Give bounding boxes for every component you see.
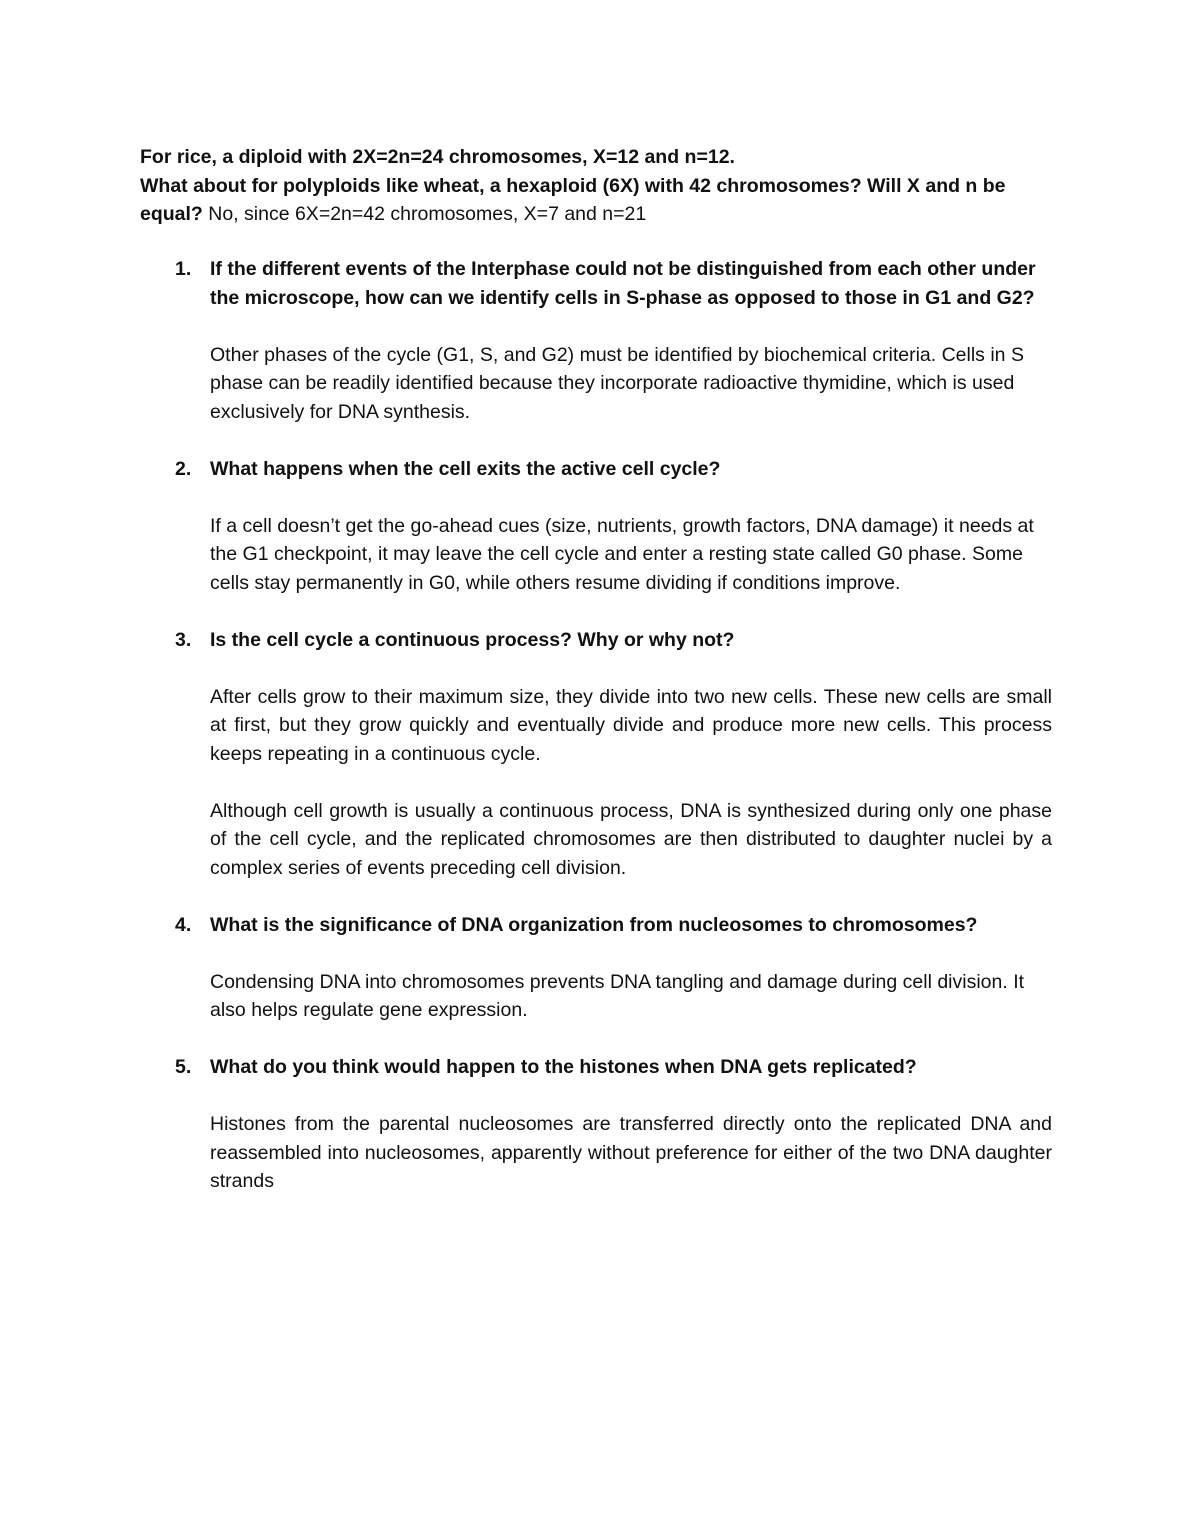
question-item [140,455,1052,598]
question-list [140,255,1052,1224]
answer-paragraph: Other phases of the cycle (G1, S, and G2) must be identified by biochemical criteria. Cells in S phase can be readily identified because they incorporate radioactive thymidine, which is used exclusively for DNA synthesis. [210,343,1024,423]
answer-paragraph: If a cell doesn’t get the go-ahead cues (size, nutrients, growth factors, DNA damage) it needs at the G1 checkpoint, it may leave the cell cycle and enter a resting state called G0 phase. Some cells stay permanently in G0, while others resume dividing if conditions improve. [210,514,1034,594]
question-number: 5. [175,1056,192,1078]
intro-answer: No, since 6X=2n=42 chromosomes, X=7 and n=21 [202,203,647,225]
question-text: What is the significance of DNA organization from nucleosomes to chromosomes? [210,913,978,936]
question-number: 3. [175,628,192,651]
answer-paragraph: Condensing DNA into chromosomes prevents DNA tangling and damage during cell division. It also helps regulate gene expression. [210,970,1025,1021]
intro-line-1: For rice, a diploid with 2X=2n=24 chromosomes, X=12 and n=12. [140,146,735,168]
question-item [140,1053,1052,1196]
intro-section [140,143,1052,229]
answer-paragraph: Although cell growth is usually a continuous process, DNA is synthesized during only one phase of the cell cycle, and the replicated chromosomes are then distributed to daughter nuclei by a complex series of events preceding cell division. [210,799,1052,879]
question-text: What do you think would happen to the histones when DNA gets replicated? [210,1056,917,1078]
question-text: What happens when the cell exits the active cell cycle? [210,457,721,480]
answer-paragraph: After cells grow to their maximum size, they divide into two new cells. These new cells are small at first, but they grow quickly and eventually divide and produce more new cells. This process keeps repeating in a continuous cycle. [210,685,1052,765]
answer-paragraph: Histones from the parental nucleosomes are transferred directly onto the replicated DNA and reassembled into nucleosomes, apparently without preference for either of the two DNA daughter strands [210,1113,1052,1192]
intro-question: What about for polyploids like wheat, a hexaploid (6X) with 42 chromosomes? Will X and n be equal? [140,174,1006,225]
question-item [140,255,1052,426]
question-number: 1. [175,258,192,280]
question-item [140,911,1052,1025]
question-item [140,626,1052,883]
intro-line-2 [140,172,1052,229]
question-number: 4. [175,913,192,936]
question-text: If the different events of the Interphase could not be distinguished from each other under the microscope, how can we identify cells in S-phase as opposed to those in G1 and G2? [210,258,1036,309]
question-text: Is the cell cycle a continuous process? Why or why not? [210,628,735,651]
question-number: 2. [175,457,192,480]
